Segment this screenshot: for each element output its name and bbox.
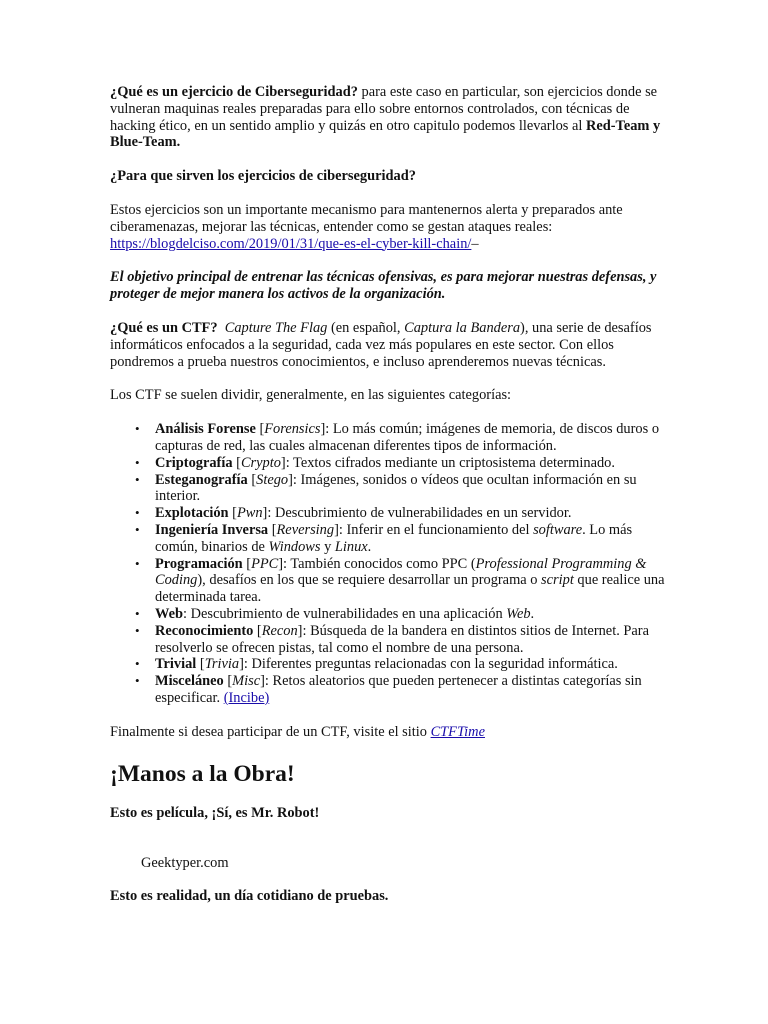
categories-intro: Los CTF se suelen dividir, generalmente, en las siguientes categorías:: [110, 387, 512, 404]
geektyper-label: Geektyper.com: [141, 855, 229, 872]
list-item: • Web: Descubrimiento de vulnerabilidades en una aplicación Web.: [155, 606, 670, 623]
objective-statement: El objetivo principal de entrenar las técnicas ofensivas, es para mejorar nuestras defensas, y proteger de mejor manera los activos de la organización.: [110, 269, 657, 303]
reality-caption: Esto es realidad, un día cotidiano de pruebas.: [110, 888, 389, 905]
question-cybersecurity-exercise: ¿Qué es un ejercicio de Ciberseguridad?: [110, 84, 358, 100]
question-ctf: ¿Qué es un CTF?: [110, 319, 218, 336]
ctf-paragraph: ¿Qué es un CTF? Capture The Flag (en español, Captura la Bandera), una serie de desafíos informáticos enfocados a la seguridad, cada vez más populares en este sector. Con ellos pondremos a prueba nuestros conocimientos, e incluso aprenderemos nuevas técnicas.: [110, 319, 652, 370]
red-blue-team: Red-Team y Blue-Team.: [110, 117, 661, 151]
list-item: • Trivial [Trivia]: Diferentes preguntas relacionadas con la seguridad informática.: [155, 656, 670, 673]
purpose-paragraph: Estos ejercicios son un importante mecanismo para mantenernos alerta y preparados ante ciberamenazas, mejorar las técnicas, entender como se gestan ataques reales: https://blogdelciso.com/2019/01/31/que-es-el-cyber-kill-chain/–: [110, 201, 623, 252]
list-item: • Criptografía [Crypto]: Textos cifrados mediante un criptosistema determinado.: [155, 455, 670, 472]
list-item: • Ingeniería Inversa [Reversing]: Inferir en el funcionamiento del software. Lo más común, binarios de Windows y Linux.: [155, 522, 670, 556]
list-item: • Misceláneo [Misc]: Retos aleatorios que pueden pertenecer a distintas categorías sin especificar. (Incibe): [155, 673, 670, 707]
document-body: [110, 84, 670, 905]
cyber-kill-chain-link[interactable]: https://blogdelciso.com/2019/01/31/que-es-el-cyber-kill-chain/: [110, 235, 472, 252]
list-item: • Reconocimiento [Recon]: Búsqueda de la bandera en distintos sitios de Internet. Para resolverlo se ofrecen pistas, tal como el nombre de una persona.: [155, 623, 670, 657]
ctftime-paragraph: Finalmente si desea participar de un CTF, visite el sitio CTFTime: [110, 723, 485, 740]
list-item: • Esteganografía [Stego]: Imágenes, sonidos o vídeos que ocultan información en su interior.: [155, 472, 670, 506]
purpose-heading: ¿Para que sirven los ejercicios de ciberseguridad?: [110, 168, 416, 185]
ctf-categories-list: [110, 421, 670, 707]
list-item: • Análisis Forense [Forensics]: Lo más común; imágenes de memoria, de discos duros o capturas de red, las cuales almacenan diferentes tipos de información.: [155, 421, 670, 455]
ctftime-link[interactable]: CTFTime: [430, 723, 485, 740]
list-item: • Programación [PPC]: También conocidos como PPC (Professional Programming & Coding), desafíos en los que se requiere desarrollar un programa o script que realice una determinada tarea.: [155, 556, 670, 606]
section-heading-manos-a-la-obra: ¡Manos a la Obra!: [110, 760, 295, 787]
list-item: • Explotación [Pwn]: Descubrimiento de vulnerabilidades en un servidor.: [155, 505, 670, 522]
intro-paragraph: ¿Qué es un ejercicio de Ciberseguridad? para este caso en particular, son ejercicios donde se vulneran maquinas reales preparadas para ello sobre entornos controlados, con técnicas de hacking ético, en un sentido amplio y quizás en otro capitulo podemos llevarlos al Red-Team y Blue-Team.: [110, 84, 661, 151]
incibe-link[interactable]: (Incibe): [223, 689, 270, 706]
mr-robot-caption: Esto es película, ¡Sí, es Mr. Robot!: [110, 804, 320, 821]
